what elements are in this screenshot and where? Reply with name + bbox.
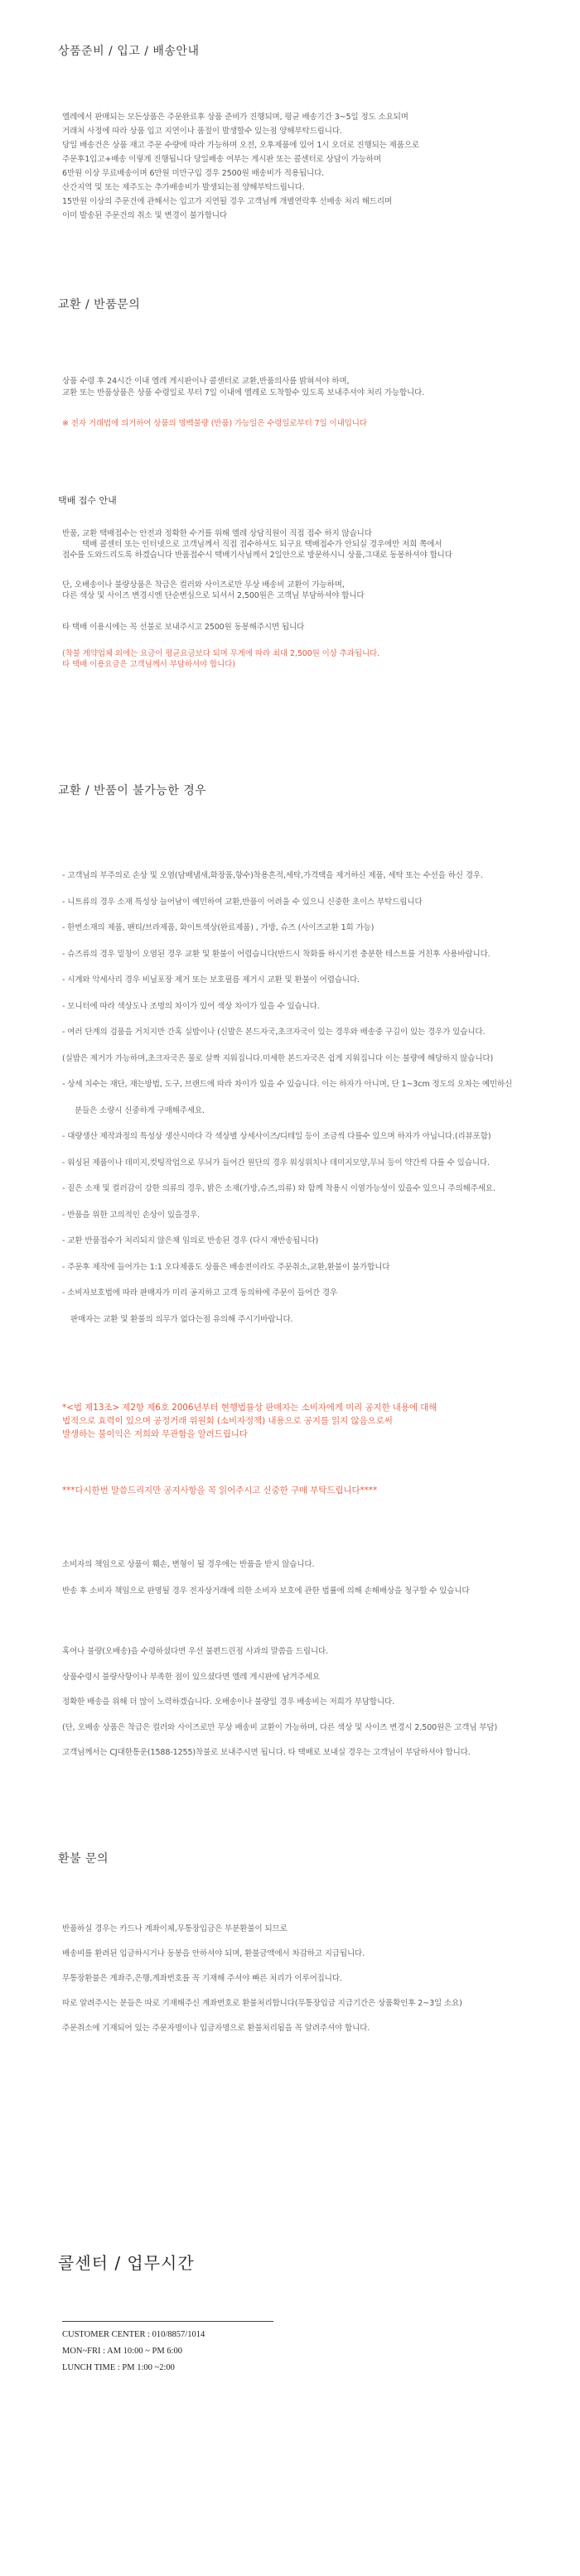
defect-line: 상품수령시 불량사항이나 부족한 점이 있으셨다면 엘레 게시판에 남겨주세요 bbox=[62, 1672, 320, 1682]
legal-notice-line: 법적으로 효력이 있으며 공정거래 위원회 (소비자정책) 내용으로 공지를 읽지 않음으로써 bbox=[62, 1416, 393, 1426]
courier-exception-line: 단, 오배송이나 불량상품은 착급은 컬러와 사이즈로만 무상 배송비 교환이 가능하며, bbox=[62, 580, 345, 590]
defect-line: 혹여나 불량(오배송)을 수령하셨다면 우선 불편드린점 사과의 말씀을 드립니다. bbox=[62, 1647, 329, 1656]
courier-other-line: 타 택배 이용시에는 꼭 선불로 보내주시고 2500원 동봉해주시면 됩니다 bbox=[62, 623, 305, 632]
list-item: - 고객님의 부주의로 손상 및 오염(담배냄새,화장품,향수)착용흔적,세탁,가격택을 제거하신 제품, 세탁 또는 수선을 하신 경우. bbox=[62, 871, 483, 880]
courier-intro bbox=[62, 528, 572, 561]
list-item: - 짙은 소재 및 컬러감이 강한 의류의 경우, 밝은 소재(가방,슈즈,의류) 와 함께 착용시 이염가능성이 있을수 있으니 주의해주세요. bbox=[62, 1184, 495, 1193]
list-item: - 대량생산 제작과정의 특성상 생산시마다 각 색상별 상세사이즈/디테일 등이 조금씩 다를수 있으며 하자가 아닙니다.(리뷰포함) bbox=[62, 1132, 491, 1141]
defect-line: 고객님께서는 CJ대한통운(1588-1255)착불로 보내주시면 됩니다. 타 택배로 보내실 경우는 고객님이 부담하셔야 합니다. bbox=[62, 1748, 471, 1757]
list-item: - 시계와 악세사리 경우 비닐포장 제거 또는 보호필름 제거시 교환 및 환불이 어렵습니다. bbox=[62, 975, 360, 985]
list-item: - 한번소재의 제품, 팬티/브라제품, 화이트색상(완료제품) , 가방, 슈즈 (사이즈교환 1회 가능) bbox=[62, 923, 375, 932]
exchange-line: 상품 수령 후 24시간 이내 엘레 게시판이나 콜센터로 교환,반품의사를 밝혀셔야 하며, bbox=[62, 377, 350, 386]
call-center-lunch: LUNCH TIME : PM 1:00 ~2:00 bbox=[62, 2363, 175, 2372]
list-item: - 소비자보호법에 따라 판매자가 미리 공지하고 고객 동의하에 주문이 들어간 경우 bbox=[62, 1288, 338, 1298]
courier-notice-line: (착불 계약업체 외에는 요금이 평균요금보다 되며 무게에 따라 최대 2,500원 이상 추과됩니다. bbox=[62, 649, 380, 658]
call-center-info bbox=[62, 2327, 572, 2376]
shipping-line: 엘레에서 판매되는 모든상품은 주문완료후 상품 준비가 진행되며, 평균 배송기간 3~5일 정도 소요되며 bbox=[62, 113, 408, 122]
shipping-line: 거래처 사정에 따라 상품 입고 지연이나 품절이 발생할수 있는점 양해부탁드립니다. bbox=[62, 127, 342, 136]
list-item: - 반품을 위한 고의적인 손상이 있을경우. bbox=[62, 1210, 201, 1220]
refund-line: 배송비를 환려된 입금하시거나 동봉을 안하셔야 되며, 환불금액에서 차감하고 지급됩니다. bbox=[62, 1949, 365, 1958]
defect-paragraph bbox=[62, 1639, 572, 1766]
list-item: (실밥은 제거가 가능하며,초크자국은 물로 살짝 지워집니다.미세한 본드자국은 쉽게 지워집니다 이는 불량에 해당하지 않습니다) bbox=[62, 1053, 494, 1063]
list-item: 판매자는 교환 및 환불의 의무가 없다는점 유의해 주시기바랍니다. bbox=[70, 1314, 293, 1324]
refund-title: 환불 문의 bbox=[58, 1852, 109, 1866]
courier-exception bbox=[62, 580, 572, 601]
courier-intro-line: 접수를 도와드리도록 하겠습니다 반품접수시 택배기사님께서 2일안으로 방문하시니 상품,그대로 동봉하셔야 합니다 bbox=[62, 551, 452, 560]
courier-intro-line: 택배 콜센터 또는 인터넷으로 고객님께서 직접 접수하셔도 되구요 택배접수가 안되실 경우에만 저희 쪽에서 bbox=[82, 540, 442, 549]
list-item: - 여러 단계의 검품을 거치지만 간혹 실밥이나 (신발은 본드자국,초크자국이 있는 경우와 배송중 구김이 있는 경우가 있습니다. bbox=[62, 1028, 486, 1037]
exchange-notice bbox=[62, 418, 572, 430]
list-item: - 모니터에 따라 색상도나 조명의 차이가 있어 색상 차이가 있을 수 있습니다. bbox=[62, 1001, 320, 1011]
shipping-line: 주문후1입고+배송 이렇게 진행됩니다 당일배송 여부는 게시판 또는 콜센터로 상담이 가능하며 bbox=[62, 155, 382, 164]
list-item: - 교환 반품접수가 처리되지 않은채 임의로 반송된 경우 (다시 재반송됩니다) bbox=[62, 1236, 319, 1245]
reminder-line: ***다시한번 말씀드리지만 공지사항을 꼭 읽어주시고 신중한 구매 부탁드립니다**** bbox=[62, 1485, 378, 1495]
call-center-hours: MON~FRI : AM 10:00 ~ PM 6:00 bbox=[62, 2347, 182, 2356]
not-allowed-title: 교환 / 반품이 불가능한 경우 bbox=[58, 784, 207, 797]
shipping-title: 상품준비 / 입고 / 배송안내 bbox=[58, 45, 200, 58]
legal-notice-line: 발생하는 불이익은 저희와 무관함을 알려드립니다 bbox=[62, 1429, 248, 1439]
refund-line: 따로 알려주시는 분들은 따로 기재해주신 계좌번호로 환불처리합니다(무통장입금 지급기간은 상품확인후 2~3일 소요) bbox=[62, 1999, 462, 2008]
list-item: 분들은 소량시 신중하게 구매해주세요. bbox=[75, 1105, 205, 1115]
defect-line: 정확한 배송을 위해 더 많이 노력하겠습니다. 오배송이나 불량일 경우 배송비는 저희가 부담합니다. bbox=[62, 1697, 395, 1707]
not-allowed-list bbox=[62, 863, 572, 1332]
shipping-line: 15만원 이상의 주문건에 관해서는 입고가 지연될 경우 고객님께 개별연락후 선배송 처리 해드리며 bbox=[62, 197, 393, 206]
shipping-line: 산간지역 및 또는 제주도는 추가배송비가 발생되는점 양해부탁드립니다. bbox=[62, 183, 305, 192]
courier-other bbox=[62, 622, 572, 633]
exchange-notice-line: ※ 전자 거래법에 의거하여 상품의 명백불량 (반품) 가능일은 수령일로부터 7일 이내입니다 bbox=[62, 419, 367, 428]
exchange-paragraph bbox=[62, 376, 572, 399]
courier-notice bbox=[62, 648, 572, 670]
exchange-title: 교환 / 반품문의 bbox=[58, 298, 141, 311]
courier-title: 택배 접수 안내 bbox=[58, 495, 117, 506]
refund-line: 반품하실 경우는 카드나 계좌이체,무통장입금은 부분환불이 되므로 bbox=[62, 1924, 288, 1933]
refund-line: 주문취소에 기재되어 있는 주문자명이나 입금자명으로 환불처리됨을 꼭 알려주셔야 합니다. bbox=[62, 2024, 370, 2033]
list-item: - 슈즈류의 경우 밑창이 오염된 경우 교환 및 환불이 어렵습니다(반드시 착화를 하시기전 충분한 테스트를 거친후 사용바랍니다. bbox=[62, 949, 491, 959]
shipping-line: 당일 배송건은 상품 재고 주문 수량에 따라 가능하며 오전, 오후제품에 있어 1시 오더로 진행되는 제품으로 bbox=[62, 141, 419, 150]
reminder-notice bbox=[62, 1484, 572, 1497]
list-item: - 상세 치수는 재단, 재는방법, 도구, 브랜드에 따라 차이가 있을 수 있습니다. 이는 하자가 아니며, 단 1~3cm 정도의 오차는 예민하신 bbox=[62, 1080, 513, 1089]
call-center-divider bbox=[62, 2321, 273, 2322]
refund-paragraph bbox=[62, 1917, 572, 2041]
list-item: - 니트류의 경우 소재 특성상 늘어남이 예민하여 교환,반품이 어려울 수 있으니 신중한 초이스 부탁드립니다 bbox=[62, 897, 423, 907]
courier-exception-line: 다른 색상 및 사이즈 변경시엔 단순변심으로 되셔서 2,500원은 고객님 부담하셔야 합니다 bbox=[62, 591, 365, 600]
list-item: - 주문후 제작에 들어가는 1:1 오다제품도 상품은 배송전이라도 주문취소,교환,환불이 불가합니다 bbox=[62, 1262, 390, 1272]
legal-notice-line: *<법 제13조> 제2항 제6호 2006년부터 현행법률상 판매자는 소비자에게 미리 공지한 내용에 대해 bbox=[62, 1403, 437, 1413]
defect-line: (단, 오배송 상품은 착급은 컬러와 사이즈로만 무상 배송비 교환이 가능하며, 다른 색상 및 사이즈 변경시 2,500원은 고객님 부담) bbox=[62, 1722, 498, 1732]
shipping-paragraph bbox=[62, 110, 572, 223]
courier-intro-line: 반품, 교환 택배접수는 안전과 정확한 수거를 위해 엘레 상담직원이 직접 접수 하지 않습니다 bbox=[62, 529, 372, 538]
refund-line: 무통장환불은 계좌주,은행,계좌번호를 꼭 기재해 주셔야 빠른 처리가 이루어집니다. bbox=[62, 1974, 342, 1983]
responsibility-line: 소비자의 책임으로 상품이 훼손, 변형이 될 경우에는 반품을 받지 않습니다. bbox=[62, 1560, 315, 1569]
responsibility-paragraph bbox=[62, 1552, 572, 1605]
exchange-line: 교환 또는 반품상품은 상품 수령일로 부터 7일 이내에 엘레로 도착할수 있도록 보내주셔야 처리 가능합니다. bbox=[62, 388, 425, 397]
call-center-phone: CUSTOMER CENTER : 010/8857/1014 bbox=[62, 2330, 205, 2339]
legal-notice bbox=[62, 1401, 572, 1441]
courier-notice-line: 타 택배 이용요금은 고객님께서 부담하셔야 합니다) bbox=[62, 660, 235, 669]
shipping-line: 이미 발송된 주문건의 취소 및 변경이 불가합니다 bbox=[62, 211, 228, 220]
shipping-line: 6만원 이상 무료배송이며 6만원 미만구입 경우 2500원 배송비가 적용됩니다. bbox=[62, 169, 325, 178]
list-item: - 워싱된 제품이나 데미지,컷팅작업으로 무늬가 들어간 원단의 경우 워싱위치나 데미지모양,무늬 등이 약간씩 다를 수 있습니다. bbox=[62, 1158, 490, 1168]
call-center-title: 콜센터 / 업무시간 bbox=[58, 2253, 195, 2273]
responsibility-line: 반송 후 소비자 책임으로 판명될 경우 전자상거래에 의한 소비자 보호에 관한 법률에 의해 손해배상을 청구할 수 있습니다 bbox=[62, 1587, 470, 1596]
